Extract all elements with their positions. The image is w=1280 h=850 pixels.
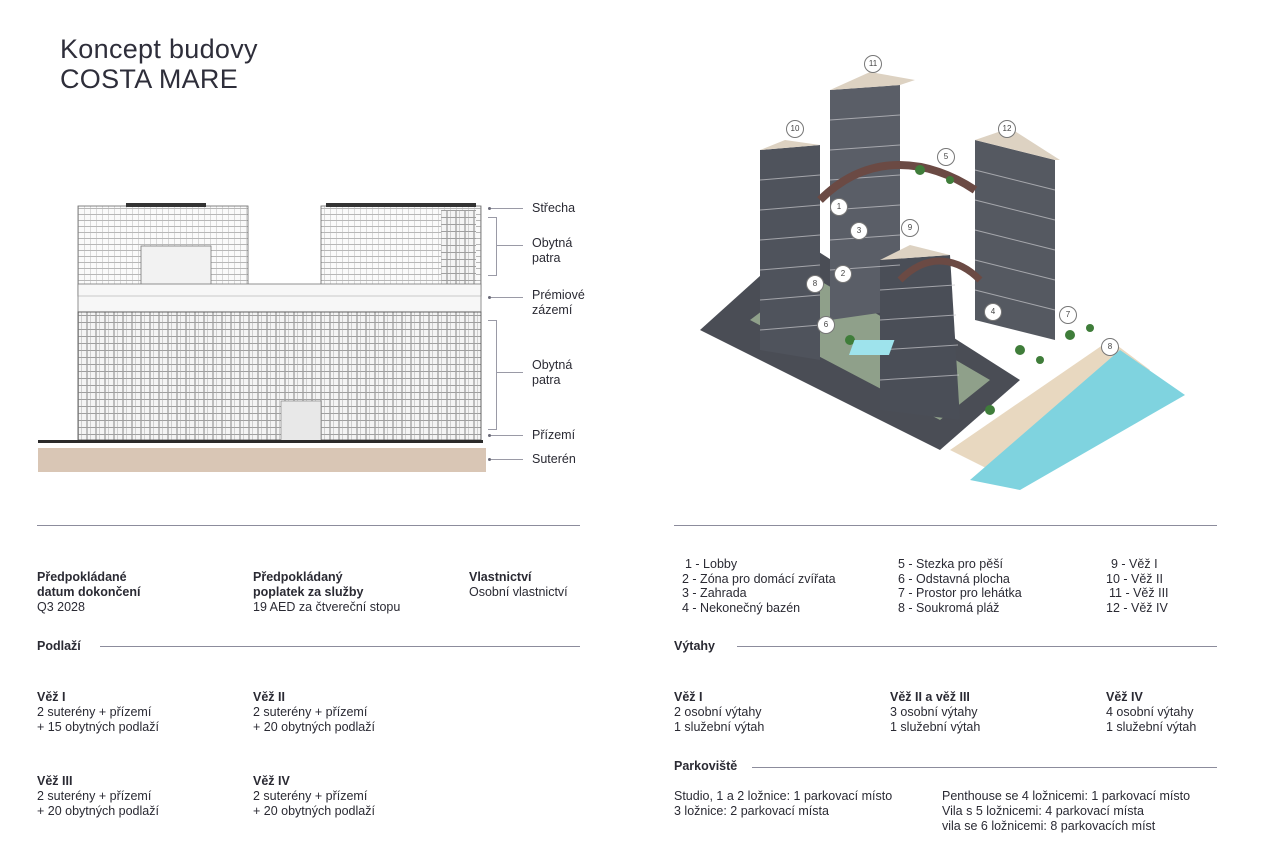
label-roof: Střecha <box>532 201 576 215</box>
legend-item: 12 - Věž IV <box>1106 600 1168 615</box>
title-line-2: COSTA MARE <box>60 64 239 94</box>
leader-line <box>491 297 523 298</box>
divider-right <box>674 525 1217 526</box>
label-residential-bottom: Obytná patra <box>532 358 573 387</box>
legend-item: 10 - Věž II <box>1106 571 1163 586</box>
completion-block: Předpokládané datum dokončení Q3 2028 <box>37 570 141 614</box>
parking-heading-rule <box>752 767 1217 768</box>
label-residential-top: Obytná patra <box>532 236 573 265</box>
bracket-residential-bottom <box>488 320 497 430</box>
floors-heading-rule <box>100 646 580 647</box>
map-marker-1[interactable]: 1 <box>830 198 848 216</box>
parking-col-1: Studio, 1 a 2 ložnice: 1 parkovací místo 3 ložnice: 2 parkovací místa <box>674 789 893 818</box>
legend-item: 3 - Zahrada <box>682 586 747 601</box>
label-premium-amenities: Prémiové zázemí <box>532 288 585 317</box>
map-marker-7[interactable]: 7 <box>1059 306 1077 324</box>
parking-col-2: Penthouse se 4 ložnicemi: 1 parkovací místo Vila s 5 ložnicemi: 4 parkovací místa vila se 6 ložnicemi: 8 parkovacích míst <box>942 789 1191 833</box>
map-marker-8[interactable]: 8 <box>1101 338 1119 356</box>
legend-col-2 <box>898 557 1022 615</box>
legend-item: 2 - Zóna pro domácí zvířata <box>682 571 836 586</box>
leader-line <box>497 372 523 373</box>
parking-heading: Parkoviště <box>674 759 738 773</box>
legend-item: 6 - Odstavná plocha <box>898 571 1010 586</box>
legend-item: 4 - Nekonečný bazén <box>682 600 801 615</box>
floors-tower-3: Věž III 2 suterény + přízemí + 20 obytných podlaží <box>37 774 159 818</box>
title-line-1: Koncept budovy <box>60 34 258 64</box>
map-marker-4[interactable]: 4 <box>984 303 1002 321</box>
legend-col-1 <box>682 557 836 615</box>
map-marker-2[interactable]: 2 <box>834 265 852 283</box>
leader-line <box>491 435 523 436</box>
map-marker-9[interactable]: 9 <box>901 219 919 237</box>
label-ground: Přízemí <box>532 428 576 442</box>
label-basement: Suterén <box>532 452 576 466</box>
service-fee-block: Předpokládaný poplatek za služby 19 AED za čtvereční stopu <box>253 570 401 614</box>
divider-left <box>37 525 580 526</box>
page-title <box>60 34 258 94</box>
building-elevation-drawing <box>36 196 486 476</box>
map-marker-8-left[interactable]: 8 <box>806 275 824 293</box>
bracket-residential-top <box>488 217 497 276</box>
legend-item: 8 - Soukromá pláž <box>898 600 1000 615</box>
floors-heading: Podlaží <box>37 639 81 653</box>
lifts-group-3: Věž IV 4 osobní výtahy 1 služební výtah <box>1106 690 1197 734</box>
legend-item: 11 - Věž III <box>1109 586 1169 601</box>
map-marker-11[interactable]: 11 <box>864 55 882 73</box>
isometric-site-illustration <box>690 50 1190 490</box>
legend-col-3 <box>1106 557 1169 615</box>
legend-item: 7 - Prostor pro lehátka <box>898 586 1022 601</box>
lifts-heading-rule <box>737 646 1217 647</box>
floors-tower-2: Věž II 2 suterény + přízemí + 20 obytných podlaží <box>253 690 375 734</box>
legend-item: 1 - Lobby <box>685 557 738 571</box>
legend-item: 5 - Stezka pro pěší <box>898 557 1003 571</box>
map-marker-5[interactable]: 5 <box>937 148 955 166</box>
lifts-group-1: Věž I 2 osobní výtahy 1 služební výtah <box>674 690 765 734</box>
map-marker-12[interactable]: 12 <box>998 120 1016 138</box>
map-marker-3[interactable]: 3 <box>850 222 868 240</box>
ownership-block: Vlastnictví Osobní vlastnictví <box>469 570 568 599</box>
leader-line <box>491 208 523 209</box>
leader-line <box>491 459 523 460</box>
legend-item: 9 - Věž I <box>1111 557 1158 571</box>
map-marker-6[interactable]: 6 <box>817 316 835 334</box>
leader-line <box>497 245 523 246</box>
lifts-group-2: Věž II a věž III 3 osobní výtahy 1 služební výtah <box>890 690 981 734</box>
lifts-heading: Výtahy <box>674 639 715 653</box>
floors-tower-1: Věž I 2 suterény + přízemí + 15 obytných podlaží <box>37 690 159 734</box>
map-marker-10[interactable]: 10 <box>786 120 804 138</box>
floors-tower-4: Věž IV 2 suterény + přízemí + 20 obytných podlaží <box>253 774 375 818</box>
